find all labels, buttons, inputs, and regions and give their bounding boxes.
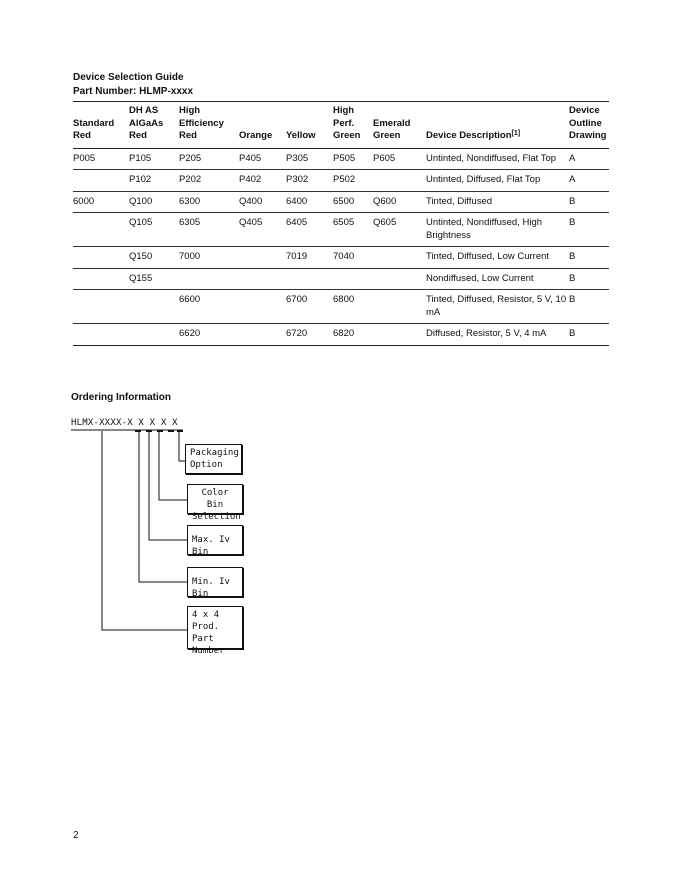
table-cell: P205	[179, 148, 239, 170]
table-cell: Tinted, Diffused	[426, 191, 569, 213]
table-cell: Q100	[129, 191, 179, 213]
table-cell: Q400	[239, 191, 286, 213]
table-cell: 6720	[286, 324, 333, 346]
table-cell: A	[569, 170, 609, 192]
ordering-information-title: Ordering Information	[71, 392, 171, 403]
table-cell: Diffused, Resistor, 5 V, 4 mA	[426, 324, 569, 346]
table-cell: Nondiffused, Low Current	[426, 268, 569, 290]
table-cell: Q405	[239, 213, 286, 247]
table-cell: Q600	[373, 191, 426, 213]
page-number: 2	[73, 830, 79, 841]
packaging-option-box	[185, 444, 242, 474]
header-device-description-text: Device Description	[426, 130, 512, 141]
order-code-prefix: HLMX-XXXX-	[71, 418, 128, 428]
table-cell: P405	[239, 148, 286, 170]
table-cell: A	[569, 148, 609, 170]
header-emerald-green: Emerald Green	[373, 102, 426, 149]
leader-max-iv	[149, 431, 187, 540]
header-dh-as-algaas-red: DH AS AlGaAs Red	[129, 102, 179, 149]
table-cell: 6620	[179, 324, 239, 346]
table-cell: B	[569, 324, 609, 346]
table-cell: 6600	[179, 290, 239, 324]
table-cell: 7000	[179, 247, 239, 269]
header-high-perf-green: High Perf. Green	[333, 102, 373, 149]
table-cell: 7019	[286, 247, 333, 269]
table-cell: B	[569, 213, 609, 247]
prod-part-number-box	[187, 606, 243, 656]
table-cell: P202	[179, 170, 239, 192]
table-cell: Tinted, Diffused, Low Current	[426, 247, 569, 269]
table-cell: Tinted, Diffused, Resistor, 5 V, 10 mA	[426, 290, 569, 324]
color-bin-box	[187, 484, 243, 522]
max-iv-bin-box	[187, 525, 243, 555]
leader-color-bin	[159, 431, 187, 500]
table-cell: B	[569, 247, 609, 269]
header-standard-red: Standard Red	[73, 102, 129, 149]
table-cell: P302	[286, 170, 333, 192]
part-number-label: Part Number: HLMP-xxxx	[73, 86, 194, 97]
color-bin-label: Color Bin Selection	[192, 488, 241, 522]
table-cell: Q155	[129, 268, 179, 290]
table-cell: B	[569, 290, 609, 324]
min-iv-bin-label: Min. Iv Bin	[192, 577, 230, 599]
selection-guide-title: Device Selection Guide	[73, 72, 184, 83]
table-cell: Q605	[373, 213, 426, 247]
table-cell: 7040	[333, 247, 373, 269]
table-cell: P505	[333, 148, 373, 170]
prod-part-number-label: 4 x 4 Prod. Part Number	[192, 610, 225, 656]
table-cell: 6305	[179, 213, 239, 247]
table-cell: P605	[373, 148, 426, 170]
header-orange: Orange	[239, 102, 286, 149]
header-yellow: Yellow	[286, 102, 333, 149]
table-cell: Q105	[129, 213, 179, 247]
max-iv-bin-label: Max. Iv Bin	[192, 535, 230, 557]
table-cell: P105	[129, 148, 179, 170]
table-cell: B	[569, 268, 609, 290]
table-cell: 6405	[286, 213, 333, 247]
table-cell: Untinted, Nondiffused, High Brightness	[426, 213, 569, 247]
table-cell: P502	[333, 170, 373, 192]
header-high-efficiency-red: High Efficiency Red	[179, 102, 239, 149]
table-cell: P102	[129, 170, 179, 192]
table-cell: P005	[73, 148, 129, 170]
table-cell: Untinted, Nondiffused, Flat Top	[426, 148, 569, 170]
table-cell: 6000	[73, 191, 129, 213]
table-cell: 6820	[333, 324, 373, 346]
table-cell: 6500	[333, 191, 373, 213]
header-device-outline-drawing: Device Outline Drawing	[569, 102, 609, 149]
order-code-suffix: X X X X X	[127, 418, 178, 428]
table-cell: 6400	[286, 191, 333, 213]
table-cell: 6505	[333, 213, 373, 247]
table-cell: P402	[239, 170, 286, 192]
packaging-option-label: Packaging Option	[190, 448, 239, 470]
footnote-marker: [1]	[511, 130, 521, 137]
table-cell: 6700	[286, 290, 333, 324]
leader-min-iv	[139, 431, 187, 582]
table-cell: Q150	[129, 247, 179, 269]
min-iv-bin-box	[187, 567, 243, 597]
table-cell: B	[569, 191, 609, 213]
leader-prod-part	[102, 431, 187, 630]
table-cell: Untinted, Diffused, Flat Top	[426, 170, 569, 192]
table-cell: 6800	[333, 290, 373, 324]
table-cell: P305	[286, 148, 333, 170]
table-cell: 6300	[179, 191, 239, 213]
